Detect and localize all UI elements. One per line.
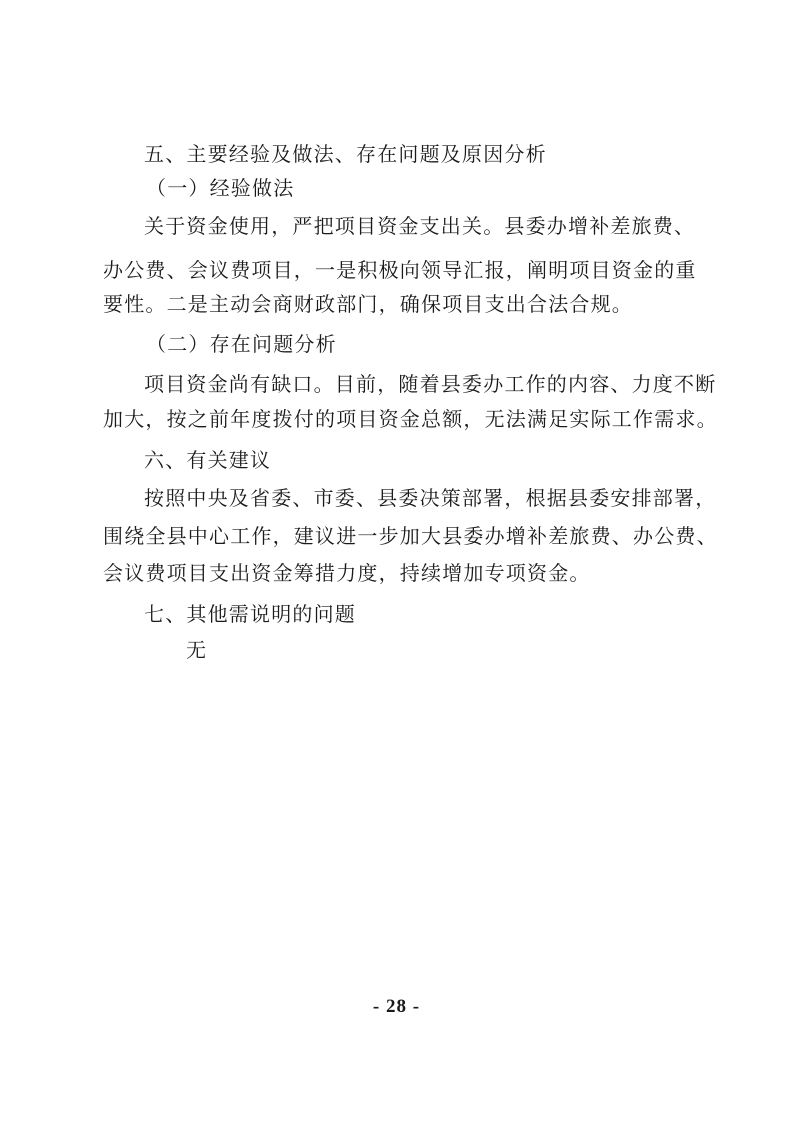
section-5-1-heading: （一）经验做法 bbox=[146, 176, 295, 200]
page-number: - 28 - bbox=[372, 996, 421, 1017]
section-5-heading: 五、主要经验及做法、存在问题及原因分析 bbox=[144, 142, 547, 166]
section-6-heading: 六、有关建议 bbox=[144, 448, 272, 472]
section-6-paragraph-line-3: 会议费项目支出资金筹措力度，持续增加专项资金。 bbox=[103, 561, 591, 585]
section-7-body: 无 bbox=[186, 638, 208, 662]
section-5-1-paragraph-line-2: 办公费、会议费项目，一是积极向领导汇报，阐明项目资金的重 bbox=[103, 258, 697, 282]
section-5-1-paragraph-line-3: 要性。二是主动会商财政部门，确保项目支出合法合规。 bbox=[103, 292, 633, 316]
section-5-2-paragraph-line-2: 加大，按之前年度拨付的项目资金总额，无法满足实际工作需求。 bbox=[103, 407, 718, 431]
section-5-2-heading: （二）存在问题分析 bbox=[146, 332, 337, 356]
section-5-2-paragraph-line-1: 项目资金尚有缺口。目前，随着县委办工作的内容、力度不断 bbox=[144, 372, 717, 396]
section-6-paragraph-line-2: 围绕全县中心工作，建议进一步加大县委办增补差旅费、办公费、 bbox=[103, 524, 718, 548]
section-5-1-paragraph-line-1: 关于资金使用，严把项目资金支出关。县委办增补差旅费、 bbox=[144, 214, 696, 238]
section-6-paragraph-line-1: 按照中央及省委、市委、县委决策部署，根据县委安排部署， bbox=[144, 486, 717, 510]
section-7-heading: 七、其他需说明的问题 bbox=[144, 602, 356, 626]
